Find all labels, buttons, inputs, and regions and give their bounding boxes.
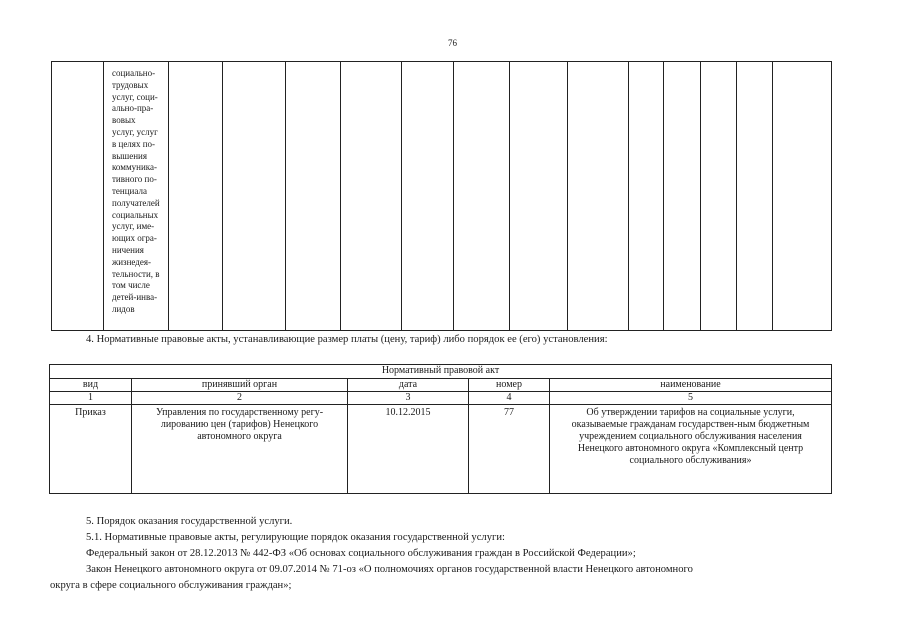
service-description-cell	[104, 62, 169, 331]
table-cell	[52, 62, 104, 331]
act-title-cell: Об утверждении тарифов на социальные услуги, оказываемые гражданам государствен-ным бюджетным учреждением социального обслуживания населения Ненецкого автономного округа «Комплексный центр социального обслуживания»	[550, 405, 832, 494]
description-line: трудовых	[112, 79, 149, 90]
table-cell	[701, 62, 737, 331]
column-number: 4	[469, 392, 550, 405]
table-cell	[773, 62, 832, 331]
column-header: принявший орган	[132, 379, 348, 392]
description-line: детей-инва-	[112, 292, 158, 303]
description-line: коммуника-	[112, 162, 157, 173]
column-header: вид	[50, 379, 132, 392]
table-cell	[510, 62, 568, 331]
table-cell	[568, 62, 629, 331]
table-cell	[341, 62, 402, 331]
table-cell	[629, 62, 664, 331]
section-5-1-heading: 5.1. Нормативные правовые акты, регулирующие порядок оказания государственной услуги:	[86, 532, 505, 543]
column-header: номер	[469, 379, 550, 392]
column-number: 2	[132, 392, 348, 405]
table-cell	[169, 62, 223, 331]
column-number: 3	[348, 392, 469, 405]
description-line: лидов	[112, 303, 135, 314]
description-line: вовых	[112, 115, 136, 126]
description-line: в целях по-	[112, 138, 156, 149]
page-number: 76	[448, 38, 457, 48]
description-line: услуг, услуг	[112, 126, 158, 137]
description-line: тенциала	[112, 185, 147, 196]
description-line: услуг, соци-	[112, 91, 158, 102]
act-type-cell: Приказ	[50, 405, 132, 494]
description-line: ально-пра-	[112, 103, 154, 114]
description-line: ничения	[112, 244, 144, 255]
law-paragraph-2-line-2: округа в сфере социального обслуживания граждан»;	[50, 580, 292, 591]
acts-group-header: Нормативный правовой акт	[50, 365, 832, 379]
description-line: услуг, име-	[112, 221, 155, 232]
description-line: жизнедея-	[112, 256, 151, 267]
column-header: наименование	[550, 379, 832, 392]
table-cell	[223, 62, 286, 331]
description-line: тивного по-	[112, 174, 157, 185]
description-line: социально-	[112, 68, 156, 78]
description-line: тельности, в	[112, 268, 160, 279]
column-number: 5	[550, 392, 832, 405]
column-number: 1	[50, 392, 132, 405]
table-cell	[286, 62, 341, 331]
description-line: вышения	[112, 150, 147, 161]
section-4-heading: 4. Нормативные правовые акты, устанавливающие размер платы (цену, тариф) либо порядок ее (его) установления:	[86, 334, 608, 345]
description-line: том числе	[112, 280, 150, 291]
table-cell	[737, 62, 773, 331]
description-line: социальных	[112, 209, 159, 220]
act-number-cell: 77	[469, 405, 550, 494]
continuation-table	[51, 61, 832, 331]
act-authority-cell: Управления по государственному регу-лированию цен (тарифов) Ненецкого автономного округа	[132, 405, 348, 494]
acts-table	[49, 364, 832, 494]
table-cell	[454, 62, 510, 331]
section-5-heading: 5. Порядок оказания государственной услуги.	[86, 516, 293, 527]
table-cell	[664, 62, 701, 331]
column-header: дата	[348, 379, 469, 392]
description-line: получателей	[112, 197, 160, 208]
act-date-cell: 10.12.2015	[348, 405, 469, 494]
law-paragraph-2-line-1: Закон Ненецкого автономного округа от 09.07.2014 № 71-оз «О полномочиях органов государственной власти Ненецкого автономного	[86, 564, 693, 575]
law-paragraph-1: Федеральный закон от 28.12.2013 № 442-ФЗ «Об основах социального обслуживания граждан в Российской Федерации»;	[86, 548, 636, 559]
description-line: ющих огра-	[112, 233, 157, 244]
table-cell	[402, 62, 454, 331]
